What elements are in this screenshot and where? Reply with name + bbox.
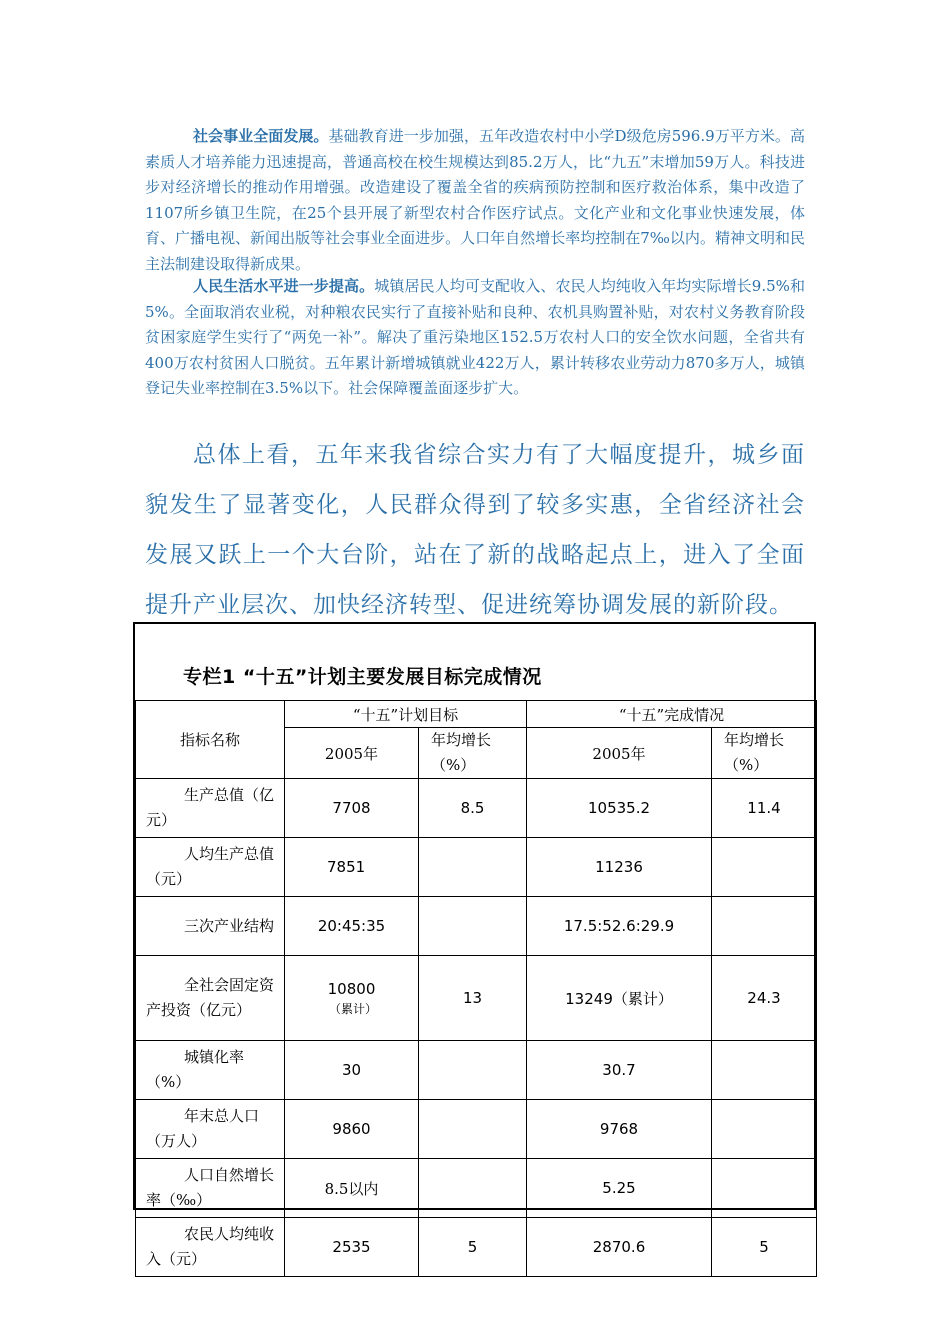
targets-table xyxy=(135,700,817,1277)
row-plan-growth xyxy=(419,1041,527,1100)
row-indicator-name: 年末总人口（万人） xyxy=(136,1100,285,1159)
paragraph-lead: 人民生活水平进一步提高。 xyxy=(193,277,375,295)
row-plan-2005: 9860 xyxy=(285,1100,419,1159)
table-title: 专栏1 “十五”计划主要发展目标完成情况 xyxy=(183,666,542,688)
table-row xyxy=(136,1041,817,1100)
row-plan-2005: 30 xyxy=(285,1041,419,1100)
row-done-2005: 2870.6 xyxy=(527,1218,712,1277)
row-done-growth: 11.4 xyxy=(712,779,817,838)
row-plan-2005: 20:45:35 xyxy=(285,897,419,956)
table-row xyxy=(136,1159,817,1218)
row-done-growth xyxy=(712,1159,817,1218)
paragraph-social-affairs xyxy=(145,124,805,277)
row-done-2005: 10535.2 xyxy=(527,779,712,838)
row-plan-2005: 10800 xyxy=(327,979,376,998)
row-plan-2005: 7708 xyxy=(285,779,419,838)
table-row xyxy=(136,1218,817,1277)
row-plan-2005-cell xyxy=(285,956,419,1041)
paragraph-living-standards xyxy=(145,274,805,402)
header-plan-group: “十五”计划目标 xyxy=(285,701,527,728)
row-plan-2005: 8.5以内 xyxy=(285,1159,419,1218)
header-done-group: “十五”完成情况 xyxy=(527,701,817,728)
header-plan-2005: 2005年 xyxy=(285,728,419,779)
row-plan-growth xyxy=(419,1159,527,1218)
table-box xyxy=(133,622,816,1268)
row-indicator-name: 人口自然增长率（‰） xyxy=(136,1159,285,1218)
row-plan-growth xyxy=(419,838,527,897)
row-indicator-name: 生产总值（亿元） xyxy=(136,779,285,838)
row-indicator-name: 城镇化率（%） xyxy=(136,1041,285,1100)
table-row xyxy=(136,1100,817,1159)
table-row xyxy=(136,897,817,956)
paragraph-lead: 社会事业全面发展。 xyxy=(193,127,329,145)
header-plan-growth: 年均增长（%） xyxy=(419,728,527,779)
row-plan-growth: 13 xyxy=(419,956,527,1041)
row-plan-growth: 8.5 xyxy=(419,779,527,838)
row-plan-growth: 5 xyxy=(419,1218,527,1277)
row-indicator-name: 全社会固定资产投资（亿元） xyxy=(136,956,285,1041)
header-done-growth: 年均增长（%） xyxy=(712,728,817,779)
row-done-2005: 17.5:52.6:29.9 xyxy=(527,897,712,956)
header-done-2005: 2005年 xyxy=(527,728,712,779)
row-done-2005: 30.7 xyxy=(527,1041,712,1100)
header-indicator: 指标名称 xyxy=(136,701,285,779)
row-indicator-name: 三次产业结构 xyxy=(136,897,285,956)
table-header-row xyxy=(136,701,817,728)
row-done-growth: 5 xyxy=(712,1218,817,1277)
row-done-growth: 24.3 xyxy=(712,956,817,1041)
row-plan-2005: 7851 xyxy=(285,838,419,897)
row-plan-note: （累计） xyxy=(329,1001,378,1016)
summary-paragraph: 总体上看，五年来我省综合实力有了大幅度提升，城乡面貌发生了显著变化，人民群众得到了较多实惠，全省经济社会发展又跃上一个大台阶，站在了新的战略起点上，进入了全面提升产业层次、加快经济转型、促进统筹协调发展的新阶段。 xyxy=(145,442,805,618)
row-done-2005: 11236 xyxy=(527,838,712,897)
row-done-growth xyxy=(712,838,817,897)
row-plan-2005: 2535 xyxy=(285,1218,419,1277)
row-done-2005: 9768 xyxy=(527,1100,712,1159)
row-plan-growth xyxy=(419,1100,527,1159)
row-plan-growth xyxy=(419,897,527,956)
paragraph-body: 城镇居民人均可支配收入、农民人均纯收入年均实际增长9.5%和5%。全面取消农业税，对种粮农民实行了直接补贴和良种、农机具购置补贴，对农村义务教育阶段贫困家庭学生实行了“两免一补”。解决了重污染地区152.5万农村人口的安全饮水问题，全省共有400万农村贫困人口脱贫。五年累计新增城镇就业422万人，累计转移农业劳动力870多万人，城镇登记失业率控制在3.5%以下。社会保障覆盖面逐步扩大。 xyxy=(145,277,805,397)
row-indicator-name: 农民人均纯收入（元） xyxy=(136,1218,285,1277)
row-indicator-name: 人均生产总值（元） xyxy=(136,838,285,897)
table-row xyxy=(136,779,817,838)
row-done-2005: 5.25 xyxy=(527,1159,712,1218)
table-row xyxy=(136,838,817,897)
row-done-growth xyxy=(712,1100,817,1159)
row-done-2005: 13249（累计） xyxy=(527,956,712,1041)
table-row xyxy=(136,956,817,1041)
row-done-growth xyxy=(712,1041,817,1100)
row-done-growth xyxy=(712,897,817,956)
paragraph-body: 基础教育进一步加强，五年改造农村中小学D级危房596.9万平方米。高素质人才培养能力迅速提高，普通高校在校生规模达到85.2万人，比“九五”末增加59万人。科技进步对经济增长的推动作用增强。改造建设了覆盖全省的疾病预防控制和医疗救治体系，集中改造了1107所乡镇卫生院，在25个县开展了新型农村合作医疗试点。文化产业和文化事业快速发展，体育、广播电视、新闻出版等社会事业全面进步。人口年自然增长率均控制在7‰以内。精神文明和民主法制建设取得新成果。 xyxy=(145,127,805,273)
